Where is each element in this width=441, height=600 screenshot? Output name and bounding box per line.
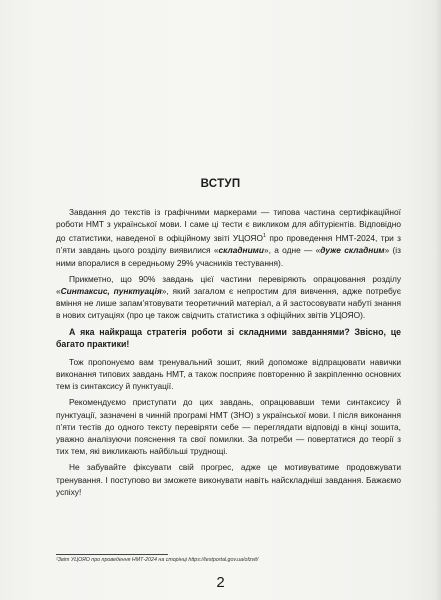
section-heading: ВСТУП	[200, 178, 241, 190]
footnote-divider	[56, 554, 168, 555]
paragraph-1-text-a: Завдання до текстів із графічними маркерами — типова частина сертифікаційної роботи НМТ з української мови. І саме ці тести є викликом для абітурієнтів. Відповідно до статистики, наведеної в офіційному звіті УЦОЯО	[56, 207, 401, 244]
paragraph-2-text-b: », який загалом є непростим для вивчення, адже потребує вміння не лише запам’ятовувати теоретичний матеріал, а й застосовувати набуті знання в нових ситуаціях (про це також свідчить статистика з офіційних звітів УЦОЯО).	[56, 286, 401, 321]
footnote-marker: 1	[262, 233, 267, 240]
emphasis-very-difficult: дуже складним	[320, 245, 385, 256]
page-body	[56, 206, 401, 502]
paragraph-1-text-d: » (із ними впоралися в середньому 29% учасників тестування).	[56, 245, 401, 268]
paragraph-1-text-b: про проведення НМТ-2024, три з п’яти завдань цього розділу виявилися «	[56, 233, 401, 256]
emphasis-difficult: складними	[218, 245, 264, 256]
emphasis-syntax-punctuation: Синтаксис, пунктуація	[60, 286, 162, 296]
page-number: 2	[216, 574, 225, 591]
paragraph-4: Тож пропонуємо вам тренувальний зошит, який допоможе відпрацювати навички виконання типових завдань НМТ, а також посприяє повторенню й закріпленню основних тем із синтаксису й пунктуації.	[56, 356, 401, 392]
strategy-question: А яка найкраща стратегія роботи зі складними завданнями? Звісно, це багато практики!	[56, 326, 401, 350]
paragraph-6: Не забувайте фіксувати свій прогрес, адже це мотивуватиме продовжувати тренування. І поступово ви зможете виконувати навіть найскладніші завдання. Бажаємо успіху!	[56, 462, 401, 497]
paragraph-2	[56, 273, 401, 322]
footnote: ¹Звіт УЦОЯО про проведення НМТ-2024 на сторінці https://testportal.gov.ua/ofzvit/	[56, 557, 259, 563]
page-edge-shadow	[435, 0, 441, 600]
paragraph-1-text-c: », а одне — «	[263, 245, 321, 256]
paragraph-1	[56, 206, 401, 269]
paragraph-2-text-a: Прикметно, що 90% завдань цієї частини перевіряють опрацювання розділу «	[56, 273, 401, 296]
paragraph-5: Рекомендуємо приступати до цих завдань, опрацювавши теми синтаксису й пунктуації, зазначені в чинній програмі НМТ (ЗНО) з української мови. І після виконання п’яти тестів до одного тексту перевіряти себе — переглядати відповіді в кінці зошита, уважно аналізуючи пояснення та свої помилки. За потреби — повертатися до теорії з тих тем, які викликають найбільші труднощі.	[56, 397, 401, 457]
